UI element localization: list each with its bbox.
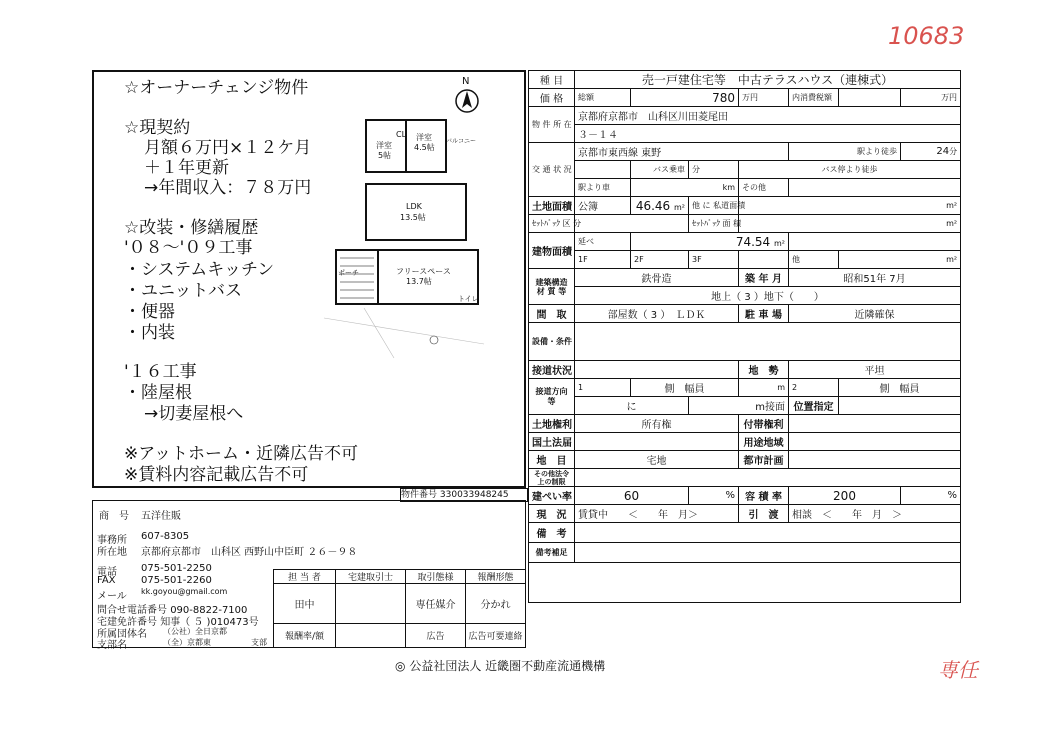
structure: 鉄骨造 xyxy=(575,269,739,287)
spec-other: その他 xyxy=(739,179,789,197)
parking: 近隣確保 xyxy=(789,305,961,323)
coverage-ratio: 60 xyxy=(575,487,689,505)
spec-man: 万円 xyxy=(739,89,789,107)
spec-attached-label: 付帯権利 xyxy=(739,415,789,433)
spec-price-label: 価 格 xyxy=(529,89,575,107)
staff-v1: 田中 xyxy=(274,584,336,624)
handwritten-note: 専任 xyxy=(938,658,978,682)
spec-equip-label: 設備・条件 xyxy=(529,323,575,361)
current-status: 賃貸中 ＜ 年 月＞ xyxy=(575,505,739,523)
location2: ３－１４ xyxy=(575,125,961,143)
promo-line: ☆オーナーチェンジ物件 xyxy=(124,78,309,98)
promo-line: ・陸屋根 xyxy=(124,383,192,403)
property-no-label: 物件番号 xyxy=(401,490,438,500)
land-category: 宅地 xyxy=(575,451,739,469)
spec-side2: 2 xyxy=(789,379,839,397)
property-no: 330033948245 xyxy=(439,490,509,500)
spec-chimoku-label: 地 目 xyxy=(529,451,575,469)
spec-bcr-label: 建ぺい率 xyxy=(529,487,575,505)
room-size: 4.5帖 xyxy=(414,143,435,152)
spec-walk: 駅より徒歩 xyxy=(789,143,901,161)
spec-status-label: 現 況 xyxy=(529,505,575,523)
spec-parking-label: 駐 車 場 xyxy=(739,305,789,323)
spec-private-road: 他 に 私道面積 xyxy=(689,197,739,215)
promo-line: →年間収入：７８万円 xyxy=(144,178,312,198)
land-right: 所有権 xyxy=(575,415,739,433)
spec-terrain-label: 地 勢 xyxy=(739,361,789,379)
footer-org xyxy=(395,657,605,674)
toilet-label: トイレ xyxy=(458,295,479,303)
room-size: 13.7帖 xyxy=(406,277,432,286)
closet-label: CL xyxy=(396,130,407,139)
floor-area-ratio: 200 xyxy=(789,487,901,505)
company-inquiry: 090-8822-7100 xyxy=(170,605,248,616)
spec-m2: m² xyxy=(774,238,785,248)
spec-setback-area: ｾｯﾄﾊﾞｯｸ 面 積 xyxy=(689,215,739,233)
walk-minutes: 24 xyxy=(936,146,950,157)
staff-v2 xyxy=(336,584,406,624)
staff-h2: 宅建取引士 xyxy=(336,570,406,584)
footer: 公益社団法人 近畿圏不動産流通機構 xyxy=(409,659,606,673)
kind: 売一戸建住宅等 中古テラスハウス（連棟式） xyxy=(575,71,961,89)
promo-line: ※アットホーム・近隣広告不可 xyxy=(124,444,359,464)
staff-h1: 担 当 者 xyxy=(274,570,336,584)
spec-road-dir-label: 接道方向 等 xyxy=(529,379,575,415)
spec-m: m xyxy=(739,379,789,397)
delivery: 相談 ＜ 年 月 ＞ xyxy=(789,505,961,523)
assoc-label: 所属団体名 xyxy=(97,629,147,640)
room-label: フリースペース xyxy=(396,267,451,276)
office-zip: 607-8305 xyxy=(141,531,190,542)
built-date: 昭和51年 7月 xyxy=(789,269,961,287)
staff-f3: 広告 xyxy=(406,624,466,648)
promo-line: ・内装 xyxy=(124,323,175,343)
room-size: 13.5帖 xyxy=(400,213,426,222)
spec-bldg-label: 建物面積 xyxy=(529,233,575,269)
room-label: LDK xyxy=(406,202,422,211)
spec-land-label: 土地面積 xyxy=(529,197,575,215)
promo-line: 月額６万円×１２ケ月 xyxy=(144,138,312,158)
spec-landright-label: 土地権利 xyxy=(529,415,575,433)
spec-remarks-label: 備 考 xyxy=(529,523,575,543)
handwritten-number: 10683 xyxy=(888,22,965,50)
porch-label: ポーチ xyxy=(338,269,359,277)
spec-road-label: 接道状況 xyxy=(529,361,575,379)
spec-min: 分 xyxy=(949,147,958,156)
spec-side-w: 側 幅員 xyxy=(839,379,961,397)
spec-km: km xyxy=(631,179,739,197)
company-box xyxy=(92,500,526,651)
price: 780 xyxy=(631,89,739,107)
fax: 075-501-2260 xyxy=(141,575,212,586)
spec-city-label: 都市計画 xyxy=(739,451,789,469)
spec-far-label: 容 積 率 xyxy=(739,487,789,505)
floorplan-north: N xyxy=(462,76,470,87)
staff-v3: 専任媒介 xyxy=(406,584,466,624)
branch: （全）京都東 xyxy=(163,638,211,647)
staff-v4: 分かれ xyxy=(466,584,526,624)
staff-h3: 取引態様 xyxy=(406,570,466,584)
branch-label: 支部名 xyxy=(97,640,127,651)
staff-h4: 報酬形態 xyxy=(466,570,526,584)
land-area: 46.46 xyxy=(635,198,671,213)
kind-label: 種 目 xyxy=(529,71,575,89)
spec-table xyxy=(528,70,961,603)
spec-built-label: 築 年 月 xyxy=(739,269,789,287)
promo-line: ・システムキッチン xyxy=(124,260,275,280)
spec-traffic-label: 交 通 状 況 xyxy=(529,143,575,197)
mail: kk.goyou@gmail.com xyxy=(141,587,228,596)
spec-m2: m² xyxy=(839,251,961,269)
spec-fother: 他 xyxy=(789,251,839,269)
trade-label: 商 号 xyxy=(99,511,129,522)
office-label: 事務所 xyxy=(97,535,127,546)
org-logo-icon: ◎ xyxy=(395,659,406,673)
spec-pct: % xyxy=(689,487,739,505)
spec-use-label: 用途地域 xyxy=(739,433,789,451)
spec-other-law-label: その他法令 上の制限 xyxy=(529,469,575,487)
spec-land-reg: 公簿 xyxy=(575,197,631,215)
north-arrow-icon xyxy=(454,76,482,116)
spec-man2: 万円 xyxy=(901,89,961,107)
assoc: （公社）全日京都 xyxy=(163,627,227,636)
spec-side-w: 側 幅員 xyxy=(631,379,739,397)
staff-f4: 広告可要連絡 xyxy=(466,624,526,648)
promo-line: ・便器 xyxy=(124,302,175,322)
room-label: 洋室 xyxy=(416,133,432,142)
train-line: 京都市東西線 東野 xyxy=(575,143,789,161)
spec-remarks2-label: 備考補足 xyxy=(529,543,575,563)
fax-label: FAX xyxy=(97,575,116,586)
spec-bus-min: 分 xyxy=(689,161,739,179)
promo-line: ☆改装・修繕履歴 xyxy=(124,218,259,238)
room-label: 洋室 xyxy=(376,141,392,150)
spec-f3: 3F xyxy=(689,251,739,269)
company-inquiry-label: 問合せ電話番号 xyxy=(97,605,167,616)
layout: 部屋数（ 3 ） ＬＤＫ xyxy=(575,305,739,323)
spec-m2: m² xyxy=(739,215,961,233)
floorplan-drawing xyxy=(324,118,484,358)
spec-side1: 1 xyxy=(575,379,631,397)
spec-bldg-total-label: 延べ xyxy=(575,233,631,251)
building-area: 74.54 xyxy=(735,234,771,249)
spec-bus-walk: バス停より徒歩 xyxy=(739,161,961,179)
spec-f2: 2F xyxy=(631,251,689,269)
branch-suffix: 支部 xyxy=(251,638,267,647)
mail-label: メール xyxy=(97,591,127,602)
promo-line: →切妻屋根へ xyxy=(144,404,244,424)
promo-line: '０８～'０９工事 xyxy=(124,238,253,258)
staff-f1: 報酬率/額 xyxy=(274,624,336,648)
company-license: 知事（ ５ )010473号 xyxy=(160,617,259,628)
location1: 京都府京都市 山科区川田菱尾田 xyxy=(575,107,961,125)
room-size: 5帖 xyxy=(378,151,392,160)
terrain: 平坦 xyxy=(789,361,961,379)
floors: 地上（ 3 ）地下（ ） xyxy=(575,287,961,305)
spec-land-law-label: 国土法届 xyxy=(529,433,575,451)
spec-station-car: 駅より車 xyxy=(575,179,631,197)
spec-m2: m² xyxy=(739,197,961,215)
spec-loc-label: 物 件 所 在 xyxy=(529,107,575,143)
spec-contact: に xyxy=(575,397,689,415)
spec-m-contact: m接面 xyxy=(689,397,789,415)
spec-layout-label: 間 取 xyxy=(529,305,575,323)
spec-struct-label: 建築構造 材 質 等 xyxy=(529,269,575,305)
tel-label: 電話 xyxy=(97,567,117,578)
staff-f2 xyxy=(336,624,406,648)
spec-pct: % xyxy=(901,487,961,505)
promo-box xyxy=(92,70,526,488)
address-label: 所在地 xyxy=(97,547,127,558)
spec-bus: バス乗車 xyxy=(631,161,689,179)
trade-name: 五洋住販 xyxy=(141,511,181,522)
address: 京都府京都市 山科区 西野山中臣町 ２６－９８ xyxy=(141,547,358,558)
spec-m2: m² xyxy=(674,202,685,212)
promo-line: ☆現契約 xyxy=(124,118,191,138)
spec-total: 総額 xyxy=(575,89,631,107)
promo-line: ※賃料内容記載広告不可 xyxy=(124,465,309,485)
promo-line: ＋１年更新 xyxy=(144,158,229,178)
balcony-label: バルコニー xyxy=(446,138,477,145)
tel: 075-501-2250 xyxy=(141,563,212,574)
spec-deliver-label: 引 渡 xyxy=(739,505,789,523)
spec-f1: 1F xyxy=(575,251,631,269)
promo-line: '１６工事 xyxy=(124,362,197,382)
company-license-label: 宅建免許番号 xyxy=(97,617,157,628)
spec-setback-label: ｾｯﾄﾊﾞｯｸ 区 分 xyxy=(529,215,575,233)
staff-table xyxy=(273,569,526,648)
spec-tax: 内消費税額 xyxy=(789,89,839,107)
spec-pos-label: 位置指定 xyxy=(789,397,839,415)
promo-line: ・ユニットバス xyxy=(124,281,242,301)
